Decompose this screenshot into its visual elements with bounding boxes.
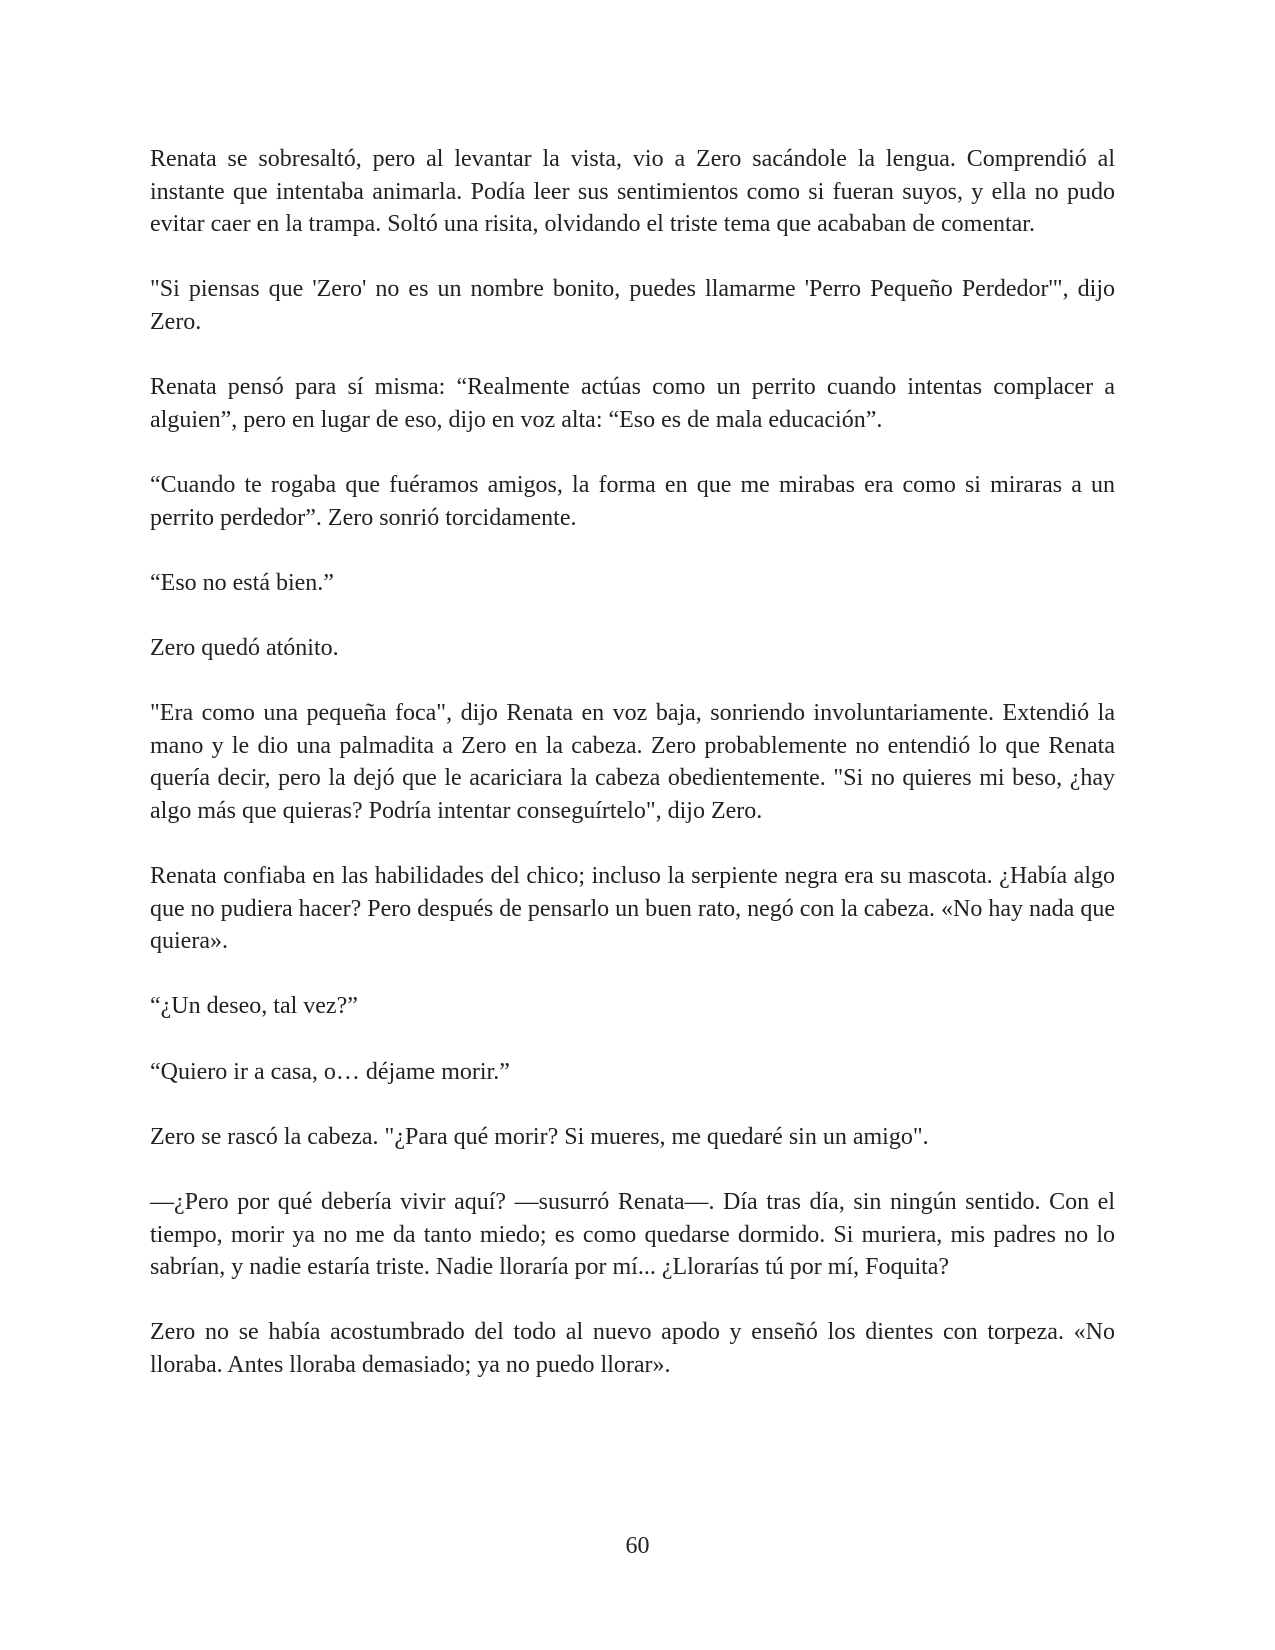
paragraph: Renata se sobresaltó, pero al levantar la vista, vio a Zero sacándole la lengua. Comprendió al instante que intentaba animarla. Podía leer sus sentimientos como si fueran suyos, y ella no pudo evitar caer en la trampa. Soltó una risita, olvidando el triste tema que acababan de comentar.	[150, 146, 1115, 238]
paragraph: “¿Un deseo, tal vez?”	[150, 993, 358, 1020]
page-number: 60	[625, 1533, 650, 1559]
document-page-body	[150, 143, 1115, 1414]
paragraph: “Quiero ir a casa, o… déjame morir.”	[150, 1058, 510, 1085]
paragraph: Zero se rascó la cabeza. "¿Para qué morir? Si mueres, me quedaré sin un amigo".	[150, 1123, 929, 1150]
paragraph: “Eso no está bien.”	[150, 569, 334, 596]
paragraph: Zero no se había acostumbrado del todo al nuevo apodo y enseñó los dientes con torpeza. «No lloraba. Antes lloraba demasiado; ya no puedo llorar».	[150, 1319, 1115, 1378]
paragraph: "Si piensas que 'Zero' no es un nombre bonito, puedes llamarme 'Perro Pequeño Perdedor'", dijo Zero.	[150, 276, 1115, 335]
paragraph: "Era como una pequeña foca", dijo Renata en voz baja, sonriendo involuntariamente. Extendió la mano y le dio una palmadita a Zero en la cabeza. Zero probablemente no entendió lo que Renata quería decir, pero la dejó que le acariciara la cabeza obedientemente. "Si no quieres mi beso, ¿hay algo más que quieras? Podría intentar conseguírtelo", dijo Zero.	[150, 700, 1115, 824]
paragraph: Renata confiaba en las habilidades del chico; incluso la serpiente negra era su mascota. ¿Había algo que no pudiera hacer? Pero después de pensarlo un buen rato, negó con la cabeza. «No hay nada que quiera».	[150, 863, 1115, 955]
paragraph: Zero quedó atónito.	[150, 634, 339, 661]
paragraph: —¿Pero por qué debería vivir aquí? —susurró Renata—. Día tras día, sin ningún sentido. Con el tiempo, morir ya no me da tanto miedo; es como quedarse dormido. Si muriera, mis padres no lo sabrían, y nadie estaría triste. Nadie lloraría por mí... ¿Llorarías tú por mí, Foquita?	[150, 1189, 1115, 1281]
paragraph: Renata pensó para sí misma: “Realmente actúas como un perrito cuando intentas complacer a alguien”, pero en lugar de eso, dijo en voz alta: “Eso es de mala educación”.	[150, 374, 1115, 433]
paragraph: “Cuando te rogaba que fuéramos amigos, la forma en que me mirabas era como si miraras a un perrito perdedor”. Zero sonrió torcidamente.	[150, 471, 1115, 531]
